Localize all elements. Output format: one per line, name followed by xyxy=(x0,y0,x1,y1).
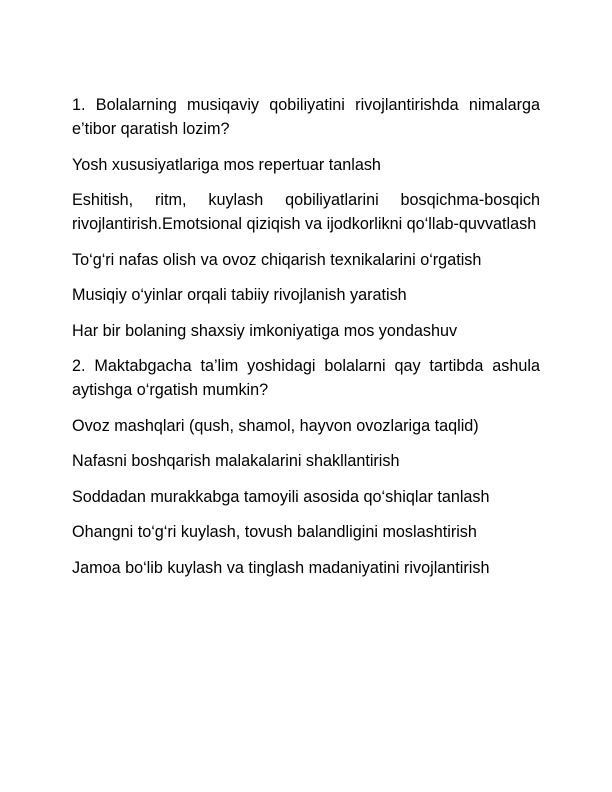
answer-item: Soddadan murakkabga tamoyili asosida qo‘shiqlar tanlash xyxy=(72,487,490,506)
answer-item: Yosh xususiyatlariga mos repertuar tanlash xyxy=(72,155,381,174)
answer-item: Ovoz mashqlari (qush, shamol, hayvon ovozlariga taqlid) xyxy=(72,416,479,435)
document-page xyxy=(72,93,540,591)
answer-item: Ohangni to‘g‘ri kuylash, tovush balandligini moslashtirish xyxy=(72,523,477,541)
question-1: 1. Bolalarning musiqaviy qobiliyatini rivojlantirishda nimalarga e’tibor qaratish lozim? xyxy=(72,96,540,138)
answer-item: Eshitish, ritm, kuylash qobiliyatlarini bosqichma-bosqich rivojlantirish.Emotsional qiziqish va ijodkorlikni qo‘llab-quvvatlash xyxy=(72,191,540,233)
answer-item: Nafasni boshqarish malakalarini shakllantirish xyxy=(72,452,400,470)
question-2: 2. Maktabgacha ta’lim yoshidagi bolalarni qay tartibda ashula aytishga o‘rgatish mumkin? xyxy=(72,357,540,399)
answer-item: Jamoa bo‘lib kuylash va tinglash madaniyatini rivojlantirish xyxy=(72,558,490,577)
answer-item: To‘g‘ri nafas olish va ovoz chiqarish texnikalarini o‘rgatish xyxy=(72,250,482,269)
answer-item: Musiqiy o‘yinlar orqali tabiiy rivojlanish yaratish xyxy=(72,286,407,304)
answer-item: Har bir bolaning shaxsiy imkoniyatiga mos yondashuv xyxy=(72,321,458,340)
